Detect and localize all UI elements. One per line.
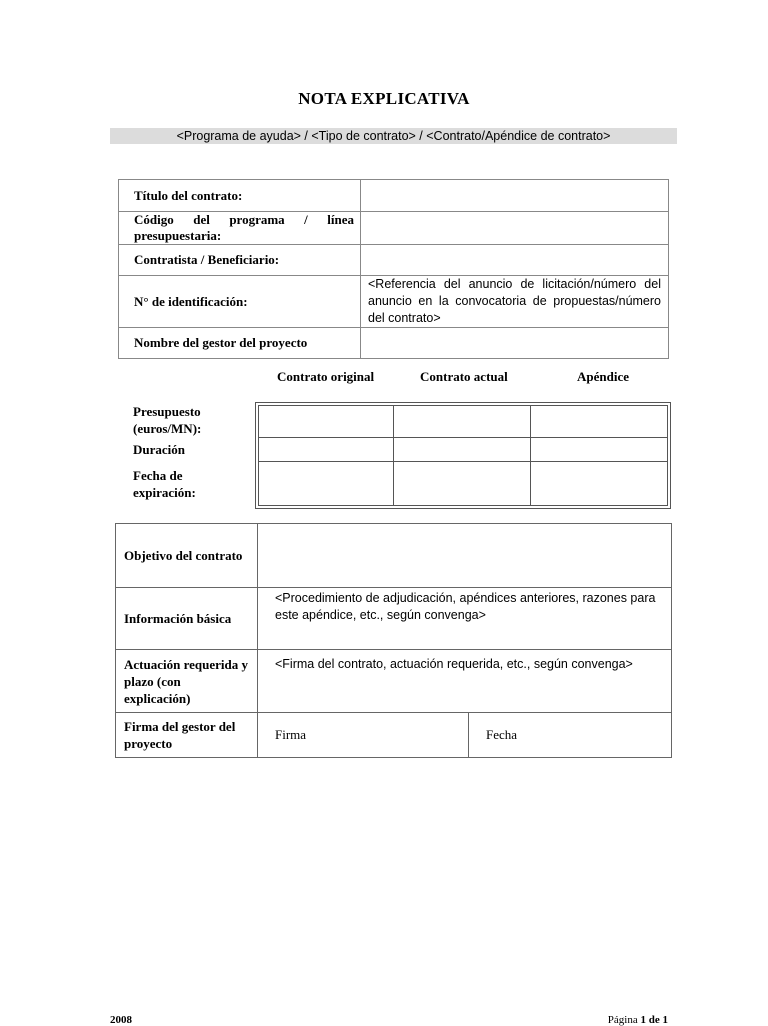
page-word: Página: [607, 1014, 638, 1026]
duration-appendix-cell[interactable]: [531, 438, 668, 462]
document-title: NOTA EXPLICATIVA: [298, 89, 470, 108]
duration-current-cell[interactable]: [394, 438, 531, 462]
footer-year: 2008: [110, 1014, 132, 1026]
table-row: [116, 588, 672, 650]
details-table: [115, 523, 672, 758]
basic-info-value[interactable]: <Procedimiento de adjudicación, apéndices anteriores, razones para este apéndice, etc., según convenga>: [258, 588, 672, 650]
duration-original-cell[interactable]: [259, 438, 394, 462]
program-code-value[interactable]: [361, 212, 669, 245]
objective-label: Objetivo del contrato: [116, 524, 258, 588]
date-field[interactable]: Fecha: [469, 713, 672, 758]
contractor-value[interactable]: [361, 245, 669, 276]
col-appendix: Apéndice: [577, 369, 629, 384]
signature-field[interactable]: Firma: [258, 713, 469, 758]
budget-original-cell[interactable]: [259, 406, 394, 438]
required-action-label: Actuación requerida y plazo (con explicación): [116, 650, 258, 713]
document-subtitle: <Programa de ayuda> / <Tipo de contrato> / <Contrato/Apéndice de contrato>: [110, 128, 677, 144]
table-row: [259, 406, 668, 438]
expiration-current-cell[interactable]: [394, 462, 531, 506]
page-of: de: [648, 1014, 660, 1026]
budget-grid: [255, 402, 671, 509]
contractor-label: Contratista / Beneficiario:: [119, 245, 361, 276]
manager-signature-label: Firma del gestor del proyecto: [116, 713, 258, 758]
table-row: [116, 524, 672, 588]
program-code-label: Código del programa / línea presupuestaria:: [119, 212, 361, 245]
table-row: [119, 328, 669, 359]
footer-page-number: [603, 1014, 668, 1026]
budget-current-cell[interactable]: [394, 406, 531, 438]
identification-value[interactable]: <Referencia del anuncio de licitación/número del anuncio en la convocatoria de propuestas/número del contrato>: [361, 276, 669, 328]
project-manager-value[interactable]: [361, 328, 669, 359]
contract-title-value[interactable]: [361, 180, 669, 212]
table-row: [119, 276, 669, 328]
table-row: [116, 650, 672, 713]
basic-info-label: Información básica: [116, 588, 258, 650]
project-manager-label: Nombre del gestor del proyecto: [119, 328, 361, 359]
expiration-row-label: Fecha de expiración:: [133, 468, 196, 500]
contract-title-label: Título del contrato:: [119, 180, 361, 212]
table-row: [119, 180, 669, 212]
page-total: 1: [662, 1014, 668, 1026]
expiration-original-cell[interactable]: [259, 462, 394, 506]
col-original-contract: Contrato original: [277, 369, 375, 384]
table-row: [259, 438, 668, 462]
duration-row-label: Duración: [133, 442, 185, 457]
budget-appendix-cell[interactable]: [531, 406, 668, 438]
expiration-appendix-cell[interactable]: [531, 462, 668, 506]
table-row: [116, 713, 672, 758]
table-row: [119, 245, 669, 276]
table-row: [259, 462, 668, 506]
contract-info-table: [118, 179, 669, 359]
objective-value[interactable]: [258, 524, 672, 588]
page-current: 1: [640, 1014, 646, 1026]
required-action-value[interactable]: <Firma del contrato, actuación requerida, etc., según convenga>: [258, 650, 672, 713]
budget-row-label: Presupuesto (euros/MN):: [133, 404, 202, 436]
table-row: [119, 212, 669, 245]
identification-label: N° de identificación:: [119, 276, 361, 328]
col-current-contract: Contrato actual: [420, 369, 508, 384]
